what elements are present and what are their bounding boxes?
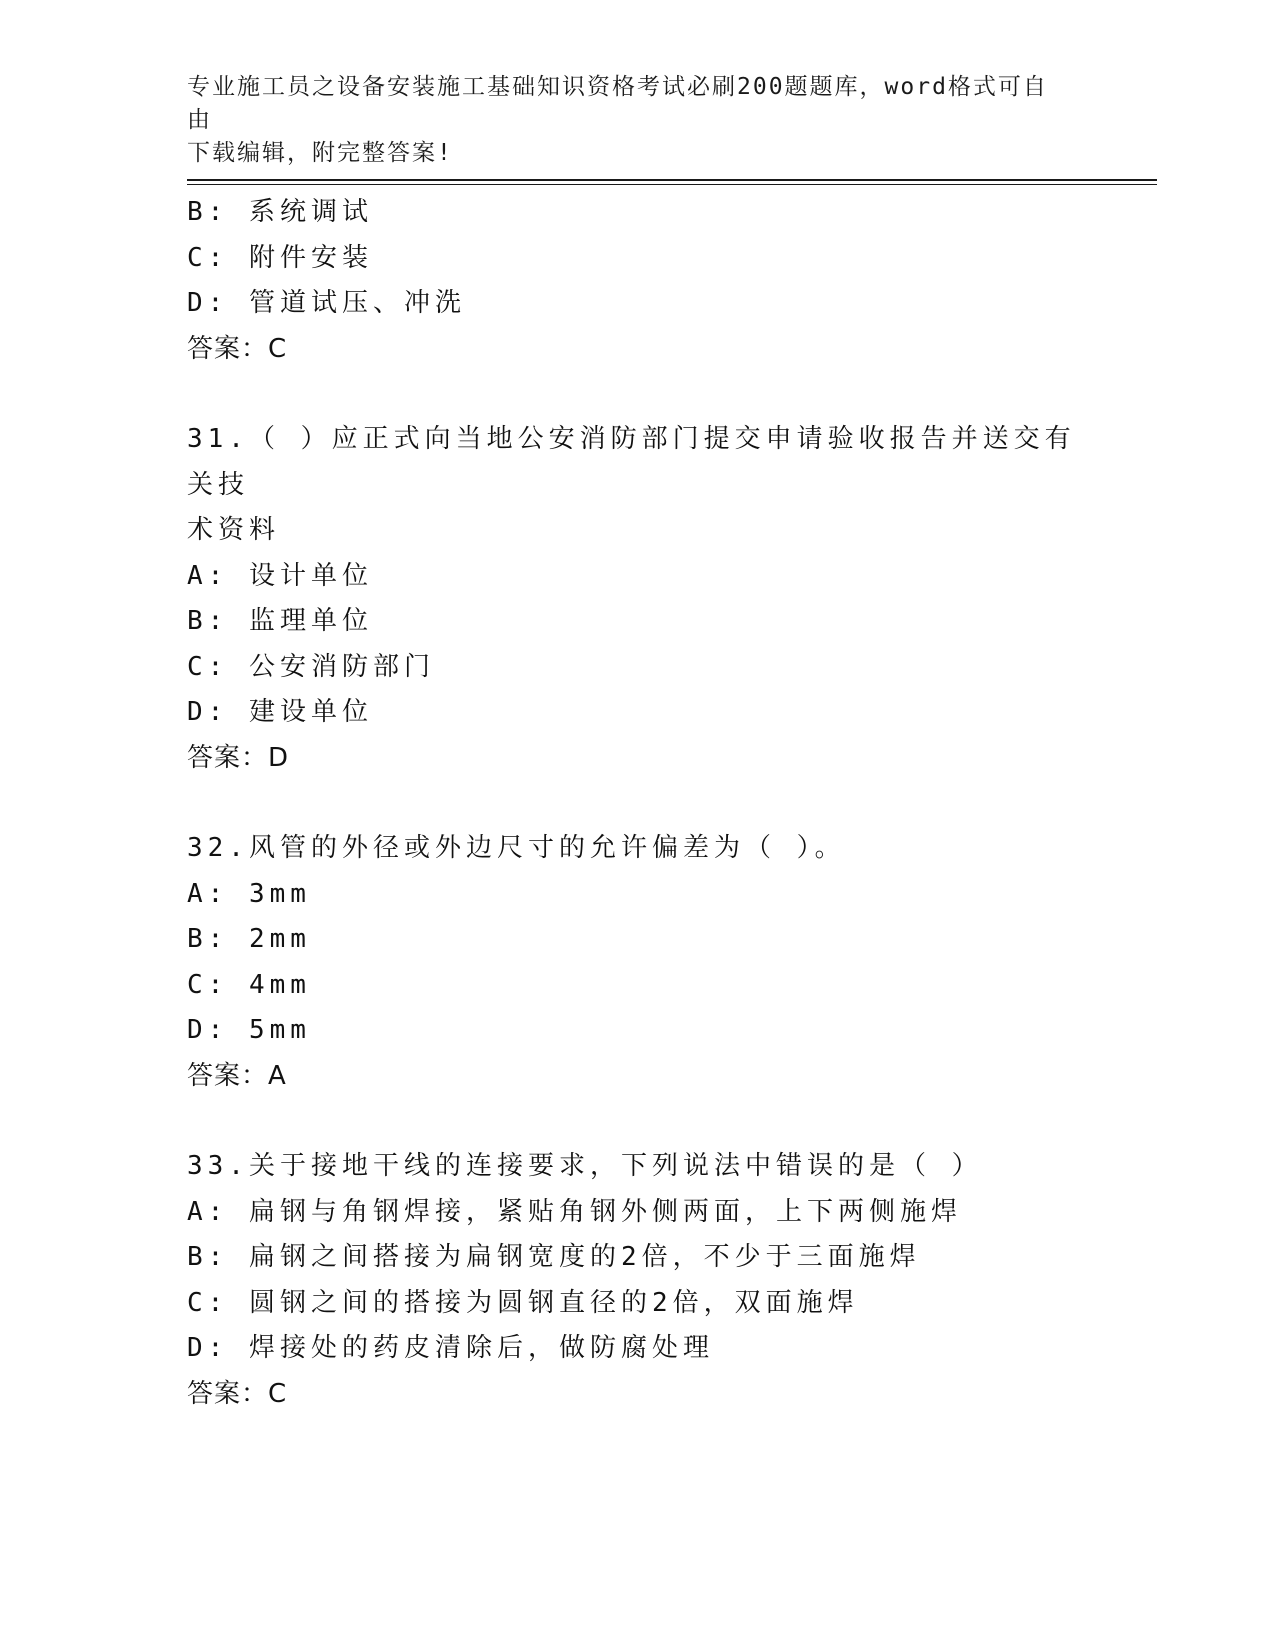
option-d: D: 焊接处的药皮清除后，做防腐处理 [187, 1333, 714, 1363]
option-c: C: 4mm [187, 969, 311, 1000]
question-stem: 32.风管的外径或外边尺寸的允许偏差为（ ）。 [187, 833, 846, 863]
option-a: A: 扁钢与角钢焊接，紧贴角钢外侧两面，上下两侧施焊 [187, 1196, 962, 1227]
header-line-1: 专业施工员之设备安装施工基础知识资格考试必刷200题题库，word格式可自由 [187, 74, 1048, 133]
answer-line: 答案：D [187, 742, 290, 773]
option-b: B: 系统调试 [187, 197, 373, 227]
option-a: A: 3mm [187, 878, 311, 909]
question-33-block [187, 1144, 1087, 1417]
option-d: D: 建设单位 [187, 697, 373, 727]
option-b: B: 扁钢之间搭接为扁钢宽度的2倍，不少于三面施焊 [187, 1242, 921, 1272]
option-c: C: 附件安装 [187, 242, 373, 273]
question-stem-continued: 术资料 [187, 515, 281, 545]
option-a: A: 设计单位 [187, 560, 373, 591]
question-stem: 31.（ ）应正式向当地公安消防部门提交申请验收报告并送交有关技 [187, 424, 1076, 500]
answer-line: 答案：A [187, 1060, 287, 1091]
question-32-block [187, 826, 1087, 1099]
page-header [187, 71, 1067, 170]
header-divider-thick [187, 179, 1157, 181]
option-c: C: 圆钢之间的搭接为圆钢直径的2倍，双面施焊 [187, 1287, 859, 1318]
header-divider-thin [187, 184, 1157, 185]
option-b: B: 监理单位 [187, 606, 373, 636]
option-b: B: 2mm [187, 924, 311, 954]
option-c: C: 公安消防部门 [187, 651, 435, 682]
option-d: D: 管道试压、冲洗 [187, 288, 466, 318]
question-stem: 33.关于接地干线的连接要求，下列说法中错误的是（ ） [187, 1151, 983, 1181]
answer-line: 答案：C [187, 1378, 288, 1409]
option-d: D: 5mm [187, 1015, 311, 1045]
header-line-2: 下载编辑，附完整答案! [187, 140, 453, 166]
answer-line: 答案：C [187, 333, 288, 364]
question-content [187, 190, 1087, 1417]
question-30-block [187, 190, 1087, 372]
question-31-block [187, 417, 1087, 781]
